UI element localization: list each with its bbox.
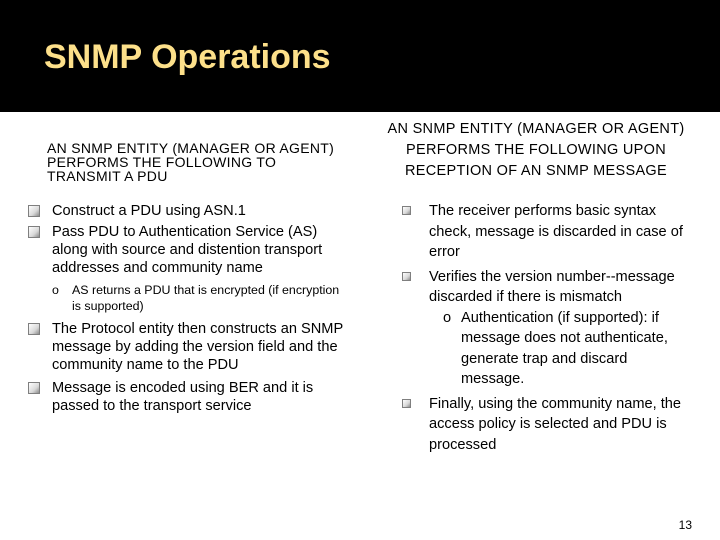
title-bar (0, 0, 720, 112)
slide-number: 13 (678, 518, 692, 532)
list-item (0, 223, 347, 314)
bullet-text: Finally, using the community name, the access policy is selected and PDU is processed (429, 395, 681, 453)
left-column-heading: AN SNMP ENTITY (MANAGER OR AGENT) PERFORMS THE FOLLOWING TO TRANSMIT A PDU (47, 140, 335, 184)
list-item (376, 267, 686, 390)
checkbox-bullet-icon (28, 205, 40, 217)
sub-list-item (52, 283, 347, 314)
circle-bullet-icon: o (52, 283, 59, 297)
checkbox-bullet-icon (402, 272, 411, 281)
right-column-heading: AN SNMP ENTITY (MANAGER OR AGENT) PERFORMS THE FOLLOWING UPON RECEPTION OF AN SNMP MESSAGE (387, 121, 685, 179)
list-item (0, 379, 347, 415)
list-item (0, 320, 347, 374)
bullet-text: Message is encoded using BER and it is passed to the transport service (52, 380, 314, 414)
sub-list (52, 283, 347, 314)
checkbox-bullet-icon (402, 206, 411, 215)
right-bullet-list (376, 201, 686, 455)
sub-bullet-text: AS returns a PDU that is encrypted (if encryption is supported) (72, 283, 340, 313)
circle-bullet-icon: o (443, 309, 452, 326)
list-item (376, 201, 686, 263)
list-item (376, 394, 686, 456)
checkbox-bullet-icon (402, 399, 411, 408)
list-item (0, 202, 347, 220)
bullet-text: Verifies the version number--message discarded if there is mismatch (429, 268, 675, 305)
checkbox-bullet-icon (28, 382, 40, 394)
bullet-text: The receiver performs basic syntax check, message is discarded in case of error (429, 203, 683, 260)
bullet-text: Pass PDU to Authentication Service (AS) along with source and distention transport addresses and community name (52, 224, 323, 276)
sub-bullet-text: Authentication (if supported): if message does not authenticate, generate trap and discard message. (461, 309, 668, 387)
sub-list (376, 308, 686, 390)
checkbox-bullet-icon (28, 226, 40, 238)
bullet-text: The Protocol entity then constructs an SNMP message by adding the version field and the community name to the PDU (52, 321, 343, 373)
sub-list-item (376, 308, 686, 390)
bullet-text: Construct a PDU using ASN.1 (52, 203, 246, 219)
left-bullet-list (47, 202, 347, 415)
checkbox-bullet-icon (28, 323, 40, 335)
slide-title: SNMP Operations (44, 38, 331, 76)
